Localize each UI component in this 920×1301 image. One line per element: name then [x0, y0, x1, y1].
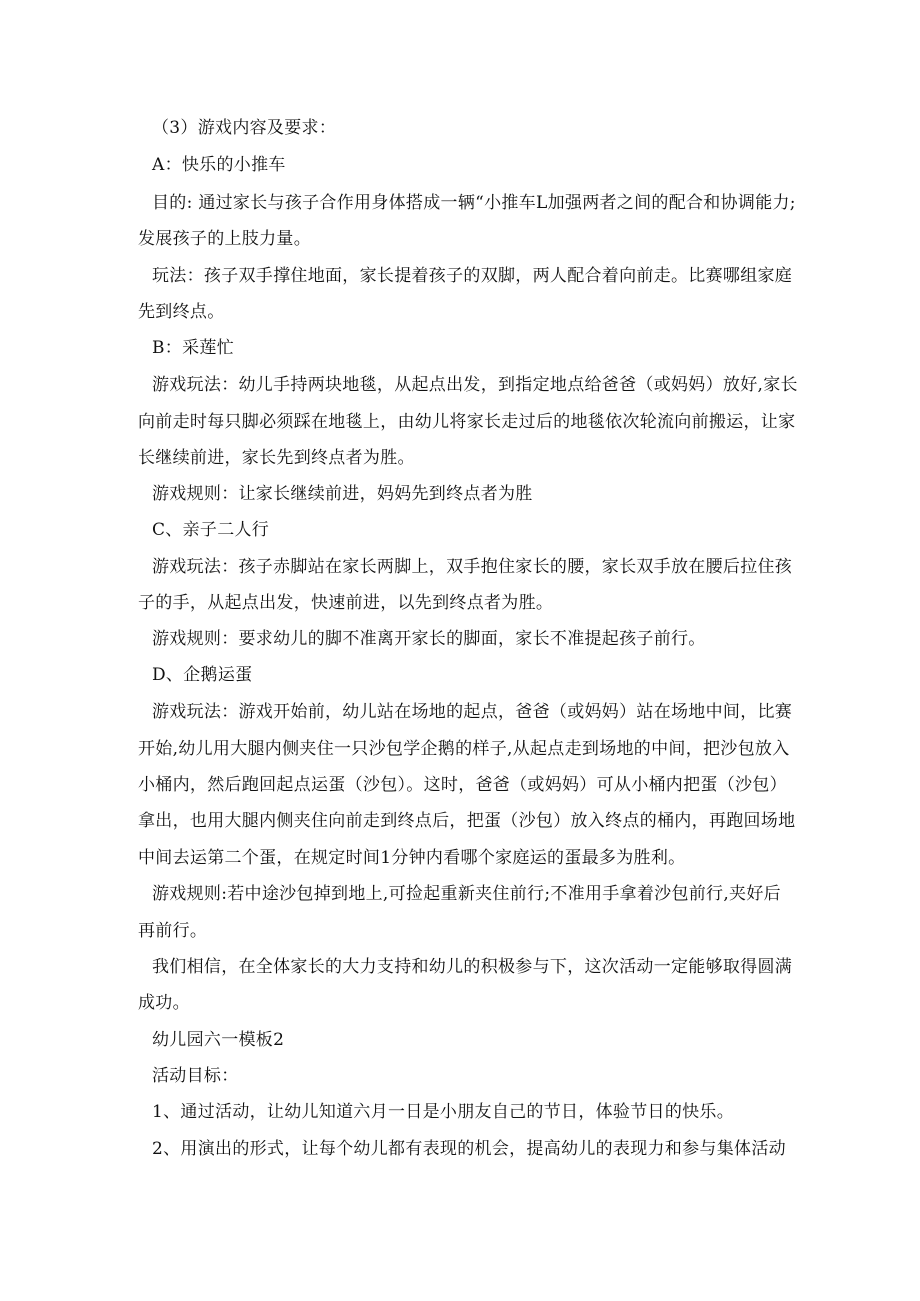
game-b-play-line-1: 游戏玩法：幼儿手持两块地毯，从起点出发，到指定地点给爸爸（或妈妈）放好,家长 [152, 375, 798, 395]
game-d-title: D、企鹅运蛋 [152, 665, 253, 685]
goal-item-1: 1、通过活动，让幼儿知道六月一日是小朋友自己的节日，体验节日的快乐。 [152, 1102, 735, 1122]
game-b-play-line-2: 向前走时每只脚必须踩在地毯上，由幼儿将家长走过后的地毯依次轮流向前搬运，让家 [138, 412, 796, 432]
goal-item-2: 2、用演出的形式，让每个幼儿都有表现的机会，提高幼儿的表现力和参与集体活动 [152, 1139, 786, 1159]
closing-line-1: 我们相信，在全体家长的大力支持和幼儿的积极参与下，这次活动一定能够取得圆满 [152, 957, 793, 977]
game-b-title: B：采莲忙 [152, 338, 234, 358]
activity-goals-heading: 活动目标： [152, 1066, 239, 1086]
game-d-play-line-1: 游戏玩法：游戏开始前，幼儿站在场地的起点，爸爸（或妈妈）站在场地中间，比赛 [152, 702, 793, 722]
game-a-purpose-line-1: 目的: 通过家长与孩子合作用身体搭成一辆“小推车L加强两者之间的配合和协调能力; [152, 193, 796, 213]
game-d-play-line-3: 小桶内，然后跑回起点运蛋（沙包）。这时，爸爸（或妈妈）可从小桶内把蛋（沙包） [138, 775, 787, 795]
game-a-play-line-1: 玩法：孩子双手撑住地面，家长提着孩子的双脚，两人配合着向前走。比赛哪组家庭 [152, 266, 793, 286]
game-a-title: A：快乐的小推车 [152, 155, 286, 175]
template-2-heading: 幼儿园六一模板2 [152, 1030, 285, 1050]
game-a-play-line-2: 先到终点。 [138, 302, 225, 322]
game-c-play-line-2: 子的手，从起点出发，快速前进，以先到终点者为胜。 [138, 593, 554, 613]
game-c-title: C、亲子二人行 [152, 520, 270, 540]
game-d-play-line-5: 中间去运第二个蛋，在规定时间1分钟内看哪个家庭运的蛋最多为胜利。 [138, 848, 686, 868]
section-heading-game-content: （3）游戏内容及要求： [152, 118, 337, 138]
closing-line-2: 成功。 [138, 993, 190, 1013]
game-d-play-line-4: 拿出，也用大腿内侧夹住向前走到终点后，把蛋（沙包）放入终点的桶内，再跑回场地 [138, 811, 796, 831]
game-d-rules-line-2: 再前行。 [138, 921, 208, 941]
game-b-play-line-3: 长继续前进，家长先到终点者为胜。 [138, 448, 415, 468]
game-a-purpose-line-2: 发展孩子的上肢力量。 [138, 229, 311, 249]
game-d-play-line-2: 开始,幼儿用大腿内侧夹住一只沙包学企鹅的样子,从起点走到场地的中间，把沙包放入 [138, 739, 790, 759]
game-b-rules: 游戏规则：让家长继续前进，妈妈先到终点者为胜 [152, 484, 533, 504]
game-d-rules-line-1: 游戏规则:若中途沙包掉到地上,可捡起重新夹住前行;不准用手拿着沙包前行,夹好后 [152, 884, 781, 904]
game-c-rules: 游戏规则：要求幼儿的脚不准离开家长的脚面，家长不准提起孩子前行。 [152, 629, 706, 649]
game-c-play-line-1: 游戏玩法：孩子赤脚站在家长两脚上，双手抱住家长的腰，家长双手放在腰后拉住孩 [152, 557, 793, 577]
